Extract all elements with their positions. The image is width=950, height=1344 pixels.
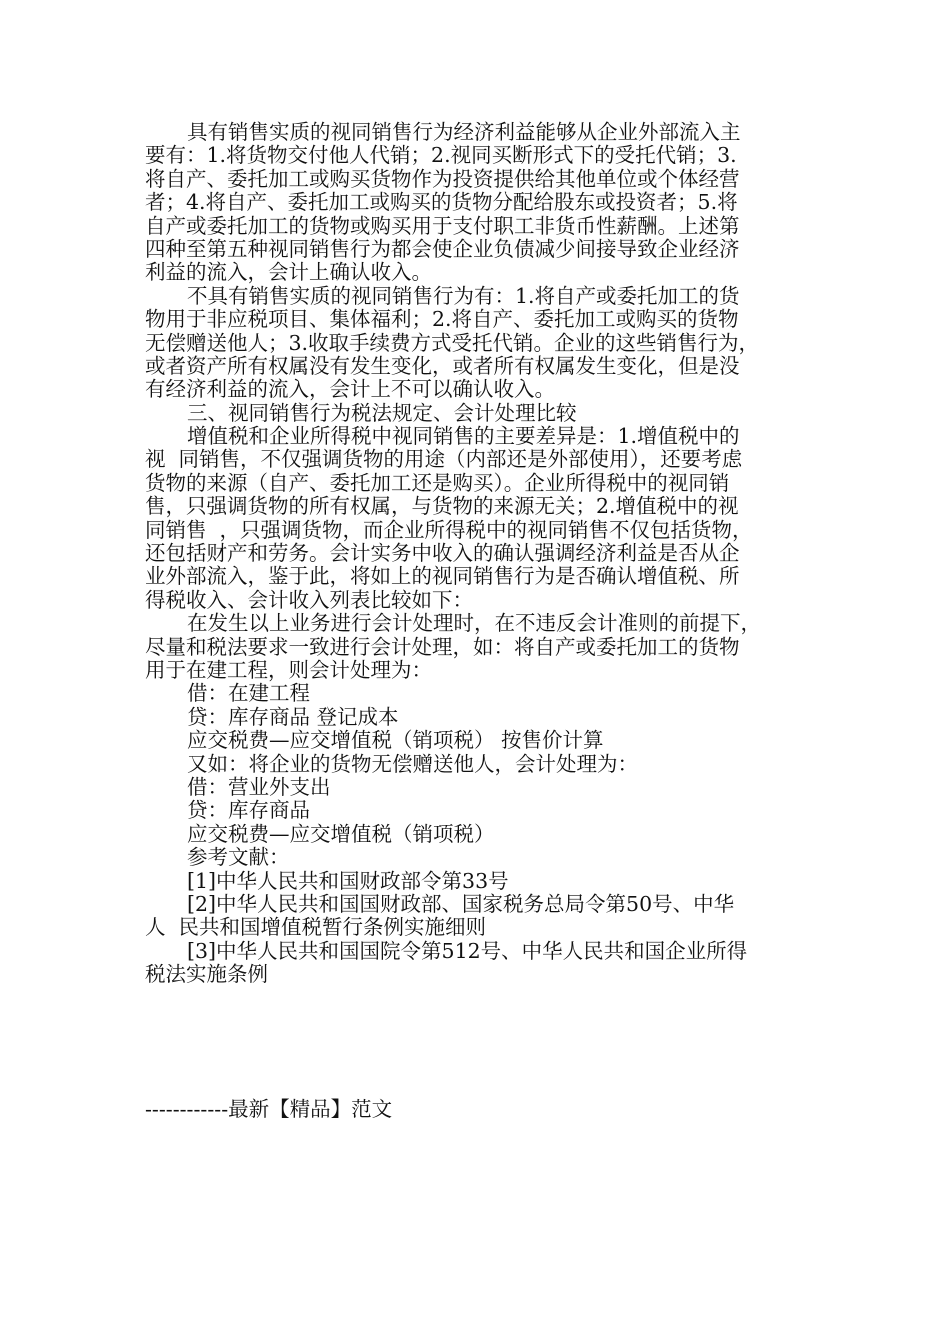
text-line: 自产或委托加工的货物或购买用于支付职工非货币性薪酬。上述第 bbox=[145, 213, 740, 238]
text-line: 又如：将企业的货物无偿赠送他人，会计处理为： bbox=[187, 751, 638, 776]
text-line: 利益的流入，会计上确认收入。 bbox=[145, 260, 432, 285]
text-line: 视 同销售，不仅强调货物的用途（内部还是外部使用），还要考虑 bbox=[145, 447, 743, 472]
text-line: 贷：库存商品 bbox=[187, 798, 310, 823]
text-line: 者；4.将自产、委托加工或购买的货物分配给股东或投资者；5.将 bbox=[145, 190, 738, 215]
text-line: 用于在建工程，则会计处理为： bbox=[145, 657, 432, 682]
text-line: 具有销售实质的视同销售行为经济利益能够从企业外部流入主 bbox=[187, 120, 741, 144]
text-line: 增值税和企业所得税中视同销售的主要差异是：1.增值税中的 bbox=[187, 424, 740, 449]
text-line: 在发生以上业务进行会计处理时，在不违反会计准则的前提下， bbox=[187, 611, 761, 636]
text-line: 业外部流入，鉴于此，将如上的视同销售行为是否确认增值税、所 bbox=[145, 564, 740, 589]
text-line: 还包括财产和劳务。会计实务中收入的确认强调经济利益是否从企 bbox=[145, 541, 740, 566]
text-line: [2]中华人民共和国国财政部、国家税务总局令第50号、中华 bbox=[187, 891, 735, 916]
text-line: 得税收入、会计收入列表比较如下： bbox=[145, 587, 473, 612]
text-line: 同销售 ，只强调货物，而企业所得税中的视同销售不仅包括货物， bbox=[145, 517, 753, 542]
text-line: 货物的来源（自产、委托加工还是购买）。企业所得税中的视同销 bbox=[145, 470, 730, 495]
text-line: 参考文献： bbox=[187, 845, 290, 870]
text-line: 税法实施条例 bbox=[145, 962, 268, 987]
text-line: 尽量和税法要求一致进行会计处理，如：将自产或委托加工的货物 bbox=[145, 634, 740, 659]
text-line: 人 民共和国增值税暂行条例实施细则 bbox=[145, 915, 487, 940]
text-line: [3]中华人民共和国国院令第512号、中华人民共和国企业所得 bbox=[187, 938, 748, 963]
text-line: 有经济利益的流入，会计上不可以确认收入。 bbox=[145, 377, 555, 402]
text-line: 要有：1.将货物交付他人代销；2.视同买断形式下的受托代销；3. bbox=[145, 143, 737, 168]
document-body bbox=[145, 121, 810, 986]
text-line: 将自产、委托加工或购买货物作为投资提供给其他单位或个体经营 bbox=[145, 166, 740, 191]
text-line: 或者资产所有权属没有发生变化，或者所有权属发生变化，但是没 bbox=[145, 353, 740, 378]
text-line: [1]中华人民共和国财政部令第33号 bbox=[187, 868, 509, 893]
text-line: 物用于非应税项目、集体福利；2.将自产、委托加工或购买的货物 bbox=[145, 307, 739, 332]
text-line: 借：在建工程 bbox=[187, 681, 310, 706]
text-line: 应交税费—应交增值税（销项税） bbox=[187, 821, 495, 846]
text-line: 借：营业外支出 bbox=[187, 774, 331, 799]
text-line: 贷：库存商品 登记成本 bbox=[187, 704, 399, 729]
footer-text: ------------最新【精品】范文 bbox=[145, 1097, 393, 1121]
text-line: 无偿赠送他人；3.收取手续费方式受托代销。企业的这些销售行为， bbox=[145, 330, 760, 355]
text-line: 不具有销售实质的视同销售行为有：1.将自产或委托加工的货 bbox=[187, 283, 740, 308]
text-line: 应交税费—应交增值税（销项税） 按售价计算 bbox=[187, 728, 604, 753]
text-line: 售，只强调货物的所有权属，与货物的来源无关；2.增值税中的视 bbox=[145, 494, 739, 519]
text-line: 三、视同销售行为税法规定、会计处理比较 bbox=[187, 400, 577, 425]
text-line: 四种至第五种视同销售行为都会使企业负债减少间接导致企业经济 bbox=[145, 236, 740, 261]
